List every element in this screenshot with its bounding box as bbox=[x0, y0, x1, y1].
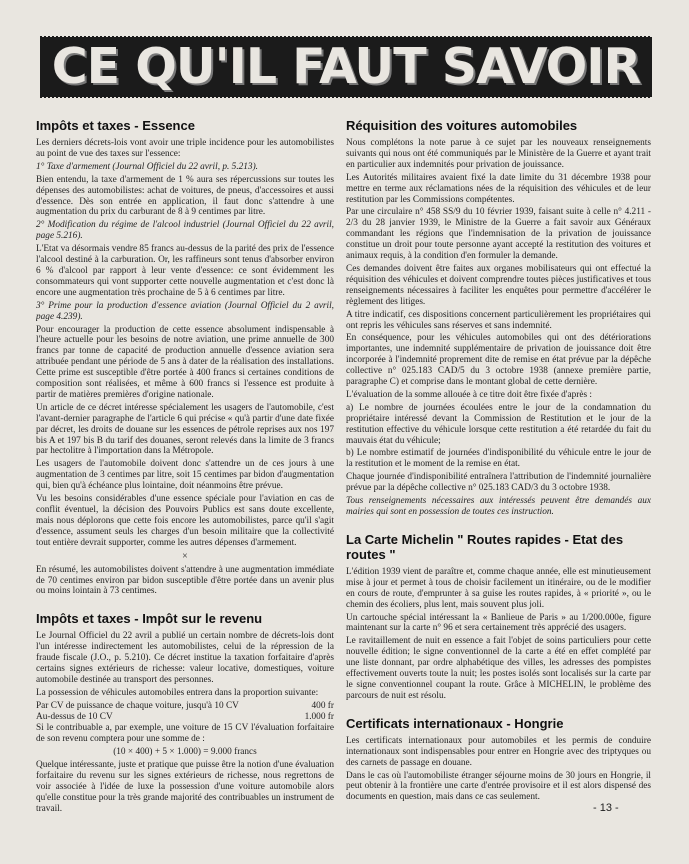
paragraph: Pour encourager la production de cette essence absolument indispensable à l'heure actuelle pour les besoins de notre aviation, une prime annuelle de 300 francs par tonne de capacité de production annuelle d'essence aviation sera attribuée pendant une période de 5 ans à dater de la réalisation des installations. Cette prime est susceptible d'être portée à 400 francs si certaines conditions de composition sont réalisées, et même à 600 francs si l'essence est produite à partir de matières premières d'origine nationale. bbox=[36, 324, 334, 400]
paragraph: L'Etat va désormais vendre 85 francs au-dessus de la parité des prix de l'essence l'alcool destiné à la carburation. Or, les raffineurs sont tenus d'absorber environ 6 % d'alcool par rapport à leur vente d'essence: ce sont évidemment les consommateurs qui vont supporter cette nouvelle augmentation et c'est donc là encore une augmentation très prochaine de 5 à 6 centimes par litre. bbox=[36, 244, 334, 298]
tax-row-label: Par CV de puissance de chaque voiture, jusqu'à 10 CV bbox=[36, 700, 239, 711]
paragraph: Les derniers décrets-lois vont avoir une triple incidence pour les automobilistes au point de vue des taxes sur l'essence: bbox=[36, 138, 334, 159]
paragraph: L'édition 1939 vient de paraître et, comme chaque année, elle est minutieusement mise à jour et permet à tous de choisir facilement un itinéraire, ou de le modifier en cours de route, d'emprunter à sa guise les routes rapides, à « priorité », ou le chemin des écoliers, plus lent, mais souvent plus joli. bbox=[346, 566, 651, 610]
heading-requisition: Réquisition des voitures automobiles bbox=[346, 118, 578, 133]
paragraph: Un cartouche spécial intéressant la « Banlieue de Paris » au 1/200.000e, figure maintenant sur la carte n° 96 et sera certainement très apprécié des usagers. bbox=[346, 612, 651, 634]
paragraph: 3° Prime pour la production d'essence aviation (Journal Officiel du 2 avril, page 4.239). bbox=[36, 300, 334, 322]
paragraph: Un article de ce décret intéresse spécialement les usagers de l'automobile, c'est l'avant-dernier paragraphe de l'article 6 qui précise « qu'à partir d'une date fixée par décret, les droits de douane sur les essences de pétrole reprises aux nos 197 bis A et 197 bis B du tarif des douanes, seront relevés dans la limite de 3 francs par hectolitre à l'importation dans la Métropole. bbox=[36, 402, 334, 457]
paragraph: Si le contribuable a, par exemple, une voiture de 15 CV l'évaluation forfaitaire de son revenu comptera pour une somme de : bbox=[36, 722, 334, 744]
summary-paragraph: En résumé, les automobilistes doivent s'attendre à une augmentation immédiate de 70 centimes environ par bidon susceptible d'être portée dans un avenir plus ou moins lointain à 73 centimes. bbox=[36, 564, 334, 597]
paragraph: Dans le cas où l'automobiliste étranger séjourne moins de 30 jours en Hongrie, il peut obtenir à la frontière une carte d'entrée provisoire et il est alors dispensé des documents en question, mais dans ce cas seulement. bbox=[346, 770, 651, 803]
paragraph: Les usagers de l'automobile doivent donc s'attendre un de ces jours à une augmentation de 3 centimes par litre, soit 15 centimes par bidon d'augmentation qui, bien qu'à échéance plus lointaine, doit néanmoins être prévue. bbox=[36, 459, 334, 492]
paragraph: Les certificats internationaux pour automobiles et les permis de conduire internationaux sont indispensables pour entrer en Hongrie avec des triptyques ou des carnets de passage en douane. bbox=[346, 735, 651, 768]
paragraph: Quelque intéressante, juste et pratique que puisse être la notion d'une évaluation forfaitaire du revenu sur les signes extérieurs de richesse, nous regrettons de voir associée à l'idée de luxe la possession d'une voiture automobile alors qu'elle constitue pour la très grande majorité des contribuables un instrument de travail. bbox=[36, 760, 334, 815]
right-column bbox=[346, 116, 651, 816]
paragraph: a) Le nombre de journées écoulées entre le jour de la condamnation du propriétaire intéressé devant la Commission de Restitution et le jour de la restitution effective du véhicule lorsque cette restitution a été retardée du fait du mauvais état du véhicule; bbox=[346, 402, 651, 446]
note-paragraph: Tous renseignements nécessaires aux intéressés peuvent être demandés aux mairies qui sont en possession de toutes ces instruction. bbox=[346, 496, 651, 517]
heading-certificats-hongrie: Certificats internationaux - Hongrie bbox=[346, 715, 564, 731]
paragraph: 1° Taxe d'armement (Journal Officiel du 22 avril, p. 5.213). bbox=[36, 161, 259, 172]
section-banner bbox=[40, 36, 652, 98]
paragraph: A titre indicatif, ces dispositions concernent particulièrement les propriétaires qui ont repris les véhicules sans réserves et sans indemnité. bbox=[346, 309, 651, 331]
tax-row bbox=[36, 701, 334, 712]
formula: (10 × 400) + 5 × 1.000) = 9.000 francs bbox=[113, 747, 257, 758]
heading-carte-michelin: La Carte Michelin " Routes rapides - Etat des routes " bbox=[346, 531, 624, 562]
left-column bbox=[36, 116, 334, 816]
tax-row-label: Au-dessus de 10 CV bbox=[36, 711, 113, 722]
tax-row-value: 400 fr bbox=[311, 700, 334, 711]
paragraph: Vu les besoins considérables d'une essence spéciale pour l'aviation en cas de conflit éventuel, la décision des Pouvoirs Publics est sans doute excellente, mais nous déplorons que cette fois encore les automobilistes, parce qu'il s'agit d'essence, assument seuls les charges d'un besoin militaire que la collectivité tout entière devrait supporter, comme les autres dépenses d'armement. bbox=[36, 494, 334, 548]
paragraph: En conséquence, pour les véhicules automobiles qui ont des détériorations importantes, une indemnité supplémentaire de privation de jouissance doit être incorporée à l'indemnité proprement dite de remise en état prévue par la dépêche collective n° 025.183 CAD/5 du 3 octobre 1938 (annexe première partie, paragraphe C) et comprise dans le montant global de cette dernière. bbox=[346, 333, 651, 388]
tax-row-value: 1.000 fr bbox=[304, 711, 334, 722]
paragraph: La possession de véhicules automobiles entrera dans la proportion suivante: bbox=[36, 687, 319, 698]
heading-impot-revenu: Impôts et taxes - Impôt sur le revenu bbox=[36, 611, 263, 627]
paragraph: Bien entendu, la taxe d'armement de 1 % aura ses répercussions sur toutes les dépenses des automobilistes: achat de voitures, de pneus, d'accessoires et aussi d'essence. Dès son entrée en application, il faut donc s'attendre à une augmentation du prix du carburant de 8 à 9 centimes par litre. bbox=[36, 174, 334, 218]
paragraph: Chaque journée d'indisponibilité entraînera l'attribution de l'indemnité journalière prévue par la dépêche collective n° 025.183 CAD/3 du 3 octobre 1938. bbox=[346, 472, 651, 494]
paragraph: b) Le nombre estimatif de journées d'indisponibilité du véhicule entre le jour de la restitution et le moment de la remise en état. bbox=[346, 448, 651, 470]
paragraph: Le Journal Officiel du 22 avril a publié un certain nombre de décrets-lois dont l'un intéresse indirectement les automobilistes, celui de la répression de la fraude fiscale (J.O., p. 5.210). Ce décret institue la taxation forfaitaire d'après certains signes extérieurs de richesse: valeur locative, domestiques, voiture automobile destinée au transport des personnes. bbox=[36, 631, 334, 685]
banner-title: CE QU'IL FAUT SAVOIR bbox=[40, 37, 652, 97]
paragraph: 2° Modification du régime de l'alcool industriel (Journal Officiel du 22 avril, page 5.216). bbox=[36, 220, 334, 242]
paragraph: Nous complétons la note parue à ce sujet par les nouveaux renseignements suivants qui nous ont été communiqués par le Ministère de la Guerre et ayant trait en particulier aux indemnités pour privation de jouissance. bbox=[346, 138, 651, 170]
paragraph: Les Autorités militaires avaient fixé la date limite du 31 décembre 1938 pour mettre en terme aux réclamations nées de la réquisition des véhicules et de leur restitution par les Commissions compétentes. bbox=[346, 172, 651, 205]
paragraph: Le ravitaillement de nuit en essence a fait l'objet de soins particuliers pour cette nouvelle édition; le signe conventionnel de la carte a été en effet complété par une liste donnant, par ordre alphabétique des villes, les adresses des pompistes effectivement ouverts toute la nuit; les postes isolés sont localisés sur la carte par le signe conventionnel coupant la route. Grâce à MICHELIN, le problème des parcours de nuit est résolu. bbox=[346, 636, 651, 701]
paragraph: L'évaluation de la somme allouée à ce titre doit être fixée d'après : bbox=[346, 389, 592, 400]
tax-row bbox=[36, 712, 334, 723]
paragraph: Ces demandes doivent être faites aux organes mobilisateurs qui ont effectué la réquisition des véhicules et doivent comprendre toutes pièces justificatives et tous renseignements nécessaires à faciliter les enquêtes pour permettre d'accélérer le règlement des litiges. bbox=[346, 263, 651, 307]
paragraph: Par une circulaire n° 458 SS/9 du 10 février 1939, faisant suite à celle n° 4.211 - 2/3 du 28 janvier 1939, le Ministre de la Guerre a fait savoir aux Généraux commandant les régions que l'indemnisation de la privation de jouissance constitue un droit pour toute personne ayant accepté la restitution des voitures et animaux requis, à la condition d'en formuler la demande. bbox=[346, 207, 651, 262]
page-number: - 13 - bbox=[593, 802, 619, 814]
heading-essence: Impôts et taxes - Essence bbox=[36, 118, 195, 133]
separator-mark: × bbox=[182, 550, 188, 562]
